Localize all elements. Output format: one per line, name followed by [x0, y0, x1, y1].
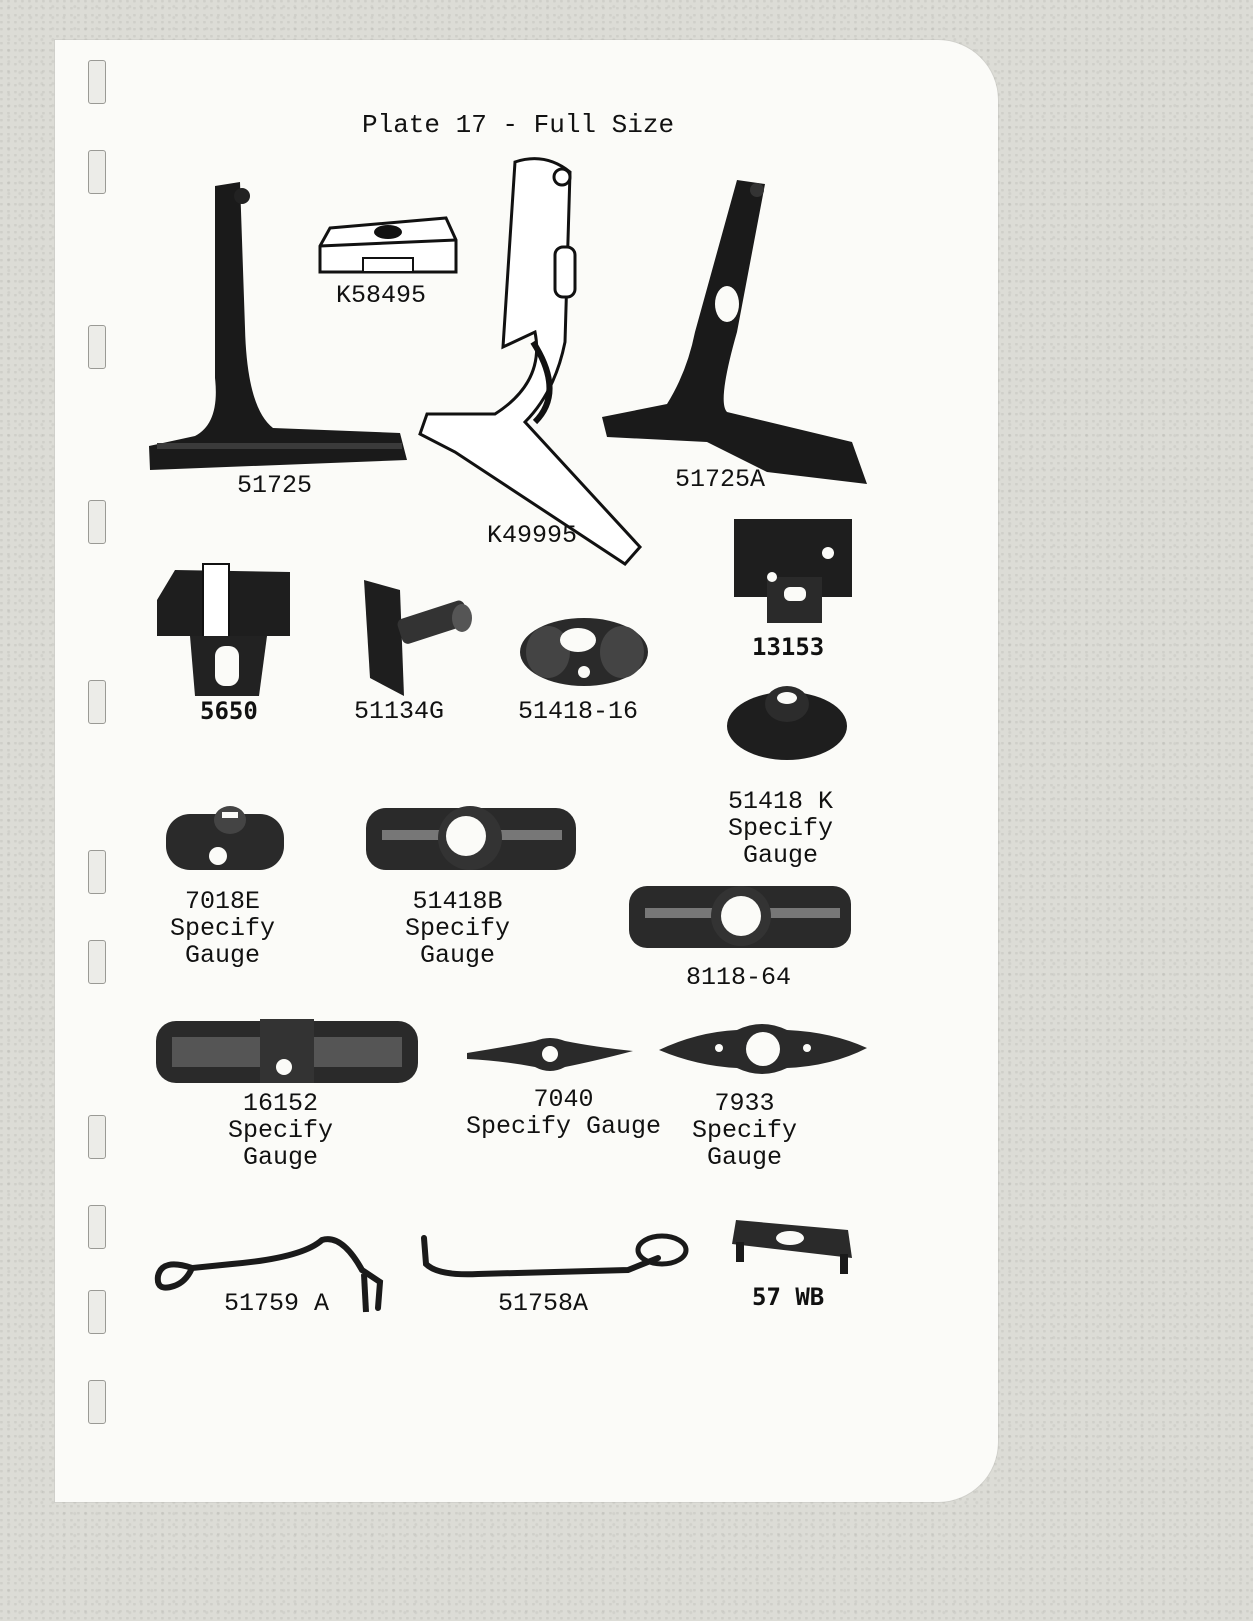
part-7040-number: 7040: [533, 1085, 594, 1114]
binder-hole: [88, 850, 106, 894]
part-51758A-label: 51758A: [498, 1289, 589, 1318]
part-7933-number: 7933: [714, 1089, 775, 1118]
part-7018E-drawing: [160, 802, 290, 882]
part-51418K-gauge: Gauge: [743, 841, 819, 870]
binder-hole: [88, 1115, 106, 1159]
plate-title: Plate 17 - Full Size: [362, 110, 675, 140]
binder-hole: [88, 325, 106, 369]
part-7933-drawing: [657, 1020, 869, 1078]
part-7018E-label: [170, 888, 275, 969]
part-7018E-number: 7018E: [185, 887, 261, 916]
part-7040-label: [466, 1086, 661, 1140]
binder-hole: [88, 940, 106, 984]
binder-hole: [88, 150, 106, 194]
part-7018E-gauge: Gauge: [185, 941, 261, 970]
part-7933-gauge: Gauge: [707, 1143, 783, 1172]
part-57WB-drawing: [728, 1210, 856, 1278]
part-8118-64-drawing: [625, 880, 855, 955]
part-51725-label: 51725: [237, 471, 313, 500]
part-5650-drawing: [155, 560, 295, 700]
part-16152-number: 16152: [243, 1089, 319, 1118]
part-51418K-number: 51418 K: [728, 787, 834, 816]
part-51418K-specify: Specify: [728, 814, 834, 843]
part-51418B-label: [405, 888, 510, 969]
part-13153-label: 13153: [752, 633, 825, 661]
part-51418K-label: [728, 788, 833, 869]
part-13153-drawing: [732, 517, 854, 627]
part-16152-drawing: [152, 1015, 422, 1087]
part-51725A-label: 51725A: [675, 465, 766, 494]
part-57WB-label: 57 WB: [752, 1283, 825, 1311]
part-51418B-gauge: Gauge: [420, 941, 496, 970]
part-51418-16-label: 51418-16: [518, 697, 639, 726]
binder-hole: [88, 680, 106, 724]
part-5650-label: 5650: [200, 697, 258, 725]
part-16152-gauge: Gauge: [243, 1143, 319, 1172]
part-7040-drawing: [465, 1035, 635, 1075]
part-16152-specify: Specify: [228, 1116, 334, 1145]
part-8118-64-label: 8118-64: [686, 963, 792, 992]
part-16152-label: [228, 1090, 333, 1171]
part-51418B-drawing: [362, 800, 580, 880]
part-51418B-specify: Specify: [405, 914, 511, 943]
binder-hole: [88, 60, 106, 104]
part-51725A-drawing: [597, 172, 869, 490]
binder-hole: [88, 500, 106, 544]
part-7018E-specify: Specify: [170, 914, 276, 943]
part-7040-specify-gauge: Specify Gauge: [466, 1112, 662, 1141]
part-51134G-drawing: [362, 578, 477, 698]
part-51759A-label: 51759 A: [224, 1289, 330, 1318]
part-51134G-label: 51134G: [354, 697, 445, 726]
binder-hole: [88, 1205, 106, 1249]
part-7933-specify: Specify: [692, 1116, 798, 1145]
binder-hole: [88, 1380, 106, 1424]
part-51418B-number: 51418B: [412, 887, 503, 916]
binder-hole: [88, 1290, 106, 1334]
part-K49995-label: K49995: [487, 521, 578, 550]
part-51758A-drawing: [418, 1228, 690, 1284]
part-51418K-drawing: [725, 682, 850, 770]
part-K58495-label: K58495: [336, 281, 427, 310]
part-51418-16-drawing: [518, 612, 650, 694]
part-7933-label: [692, 1090, 797, 1171]
